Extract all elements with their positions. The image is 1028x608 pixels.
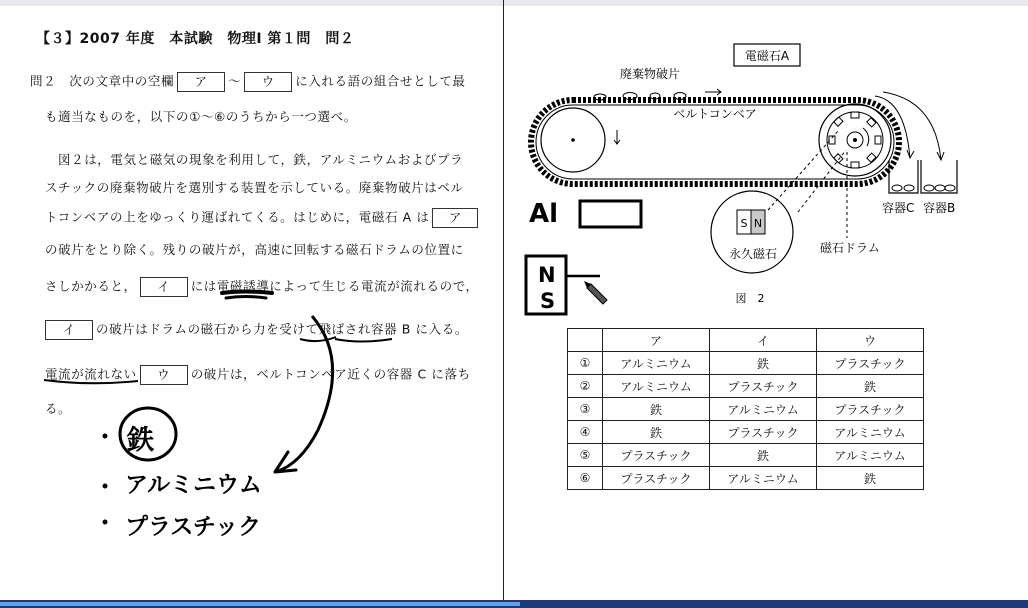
table-row [568, 375, 924, 398]
electromagnet-label: 電磁石A [744, 49, 790, 63]
drum-rotation-arrow [863, 128, 869, 146]
bullet [103, 484, 108, 489]
passage-text: の破片はドラムの磁石から力を受けて飛ばされ容器 B に入る。 [96, 321, 468, 337]
passage-text: には電磁誘導によって生じる電流が流れるので， [190, 278, 479, 294]
choice-number: ⑤ [568, 444, 603, 467]
question-page [0, 0, 503, 600]
handwritten-iron: 鉄 [127, 425, 154, 456]
figure-2-diagram [505, 0, 1028, 600]
choice-number: ⑥ [568, 467, 603, 490]
table-row [568, 444, 924, 467]
table-cell: プラスチック [603, 444, 710, 467]
choice-number: ② [568, 375, 603, 398]
table-row [568, 467, 924, 490]
handwritten-empty-box [580, 201, 641, 227]
passage-text: トコンベアの上をゆっくり運ばれてくる。はじめに，電磁石 A は [45, 209, 430, 225]
magnet-drum-label: 磁石ドラム [820, 241, 880, 255]
blank-u: ウ [140, 365, 188, 385]
bullet [103, 520, 108, 525]
belt-return-arrow [614, 130, 620, 144]
table-cell: 鉄 [603, 398, 710, 421]
magnet-s-label: S [740, 217, 748, 230]
passage-line-4: の破片をとり除く。残りの破片が，高速に回転する磁石ドラムの位置に [45, 242, 464, 257]
choice-number: ③ [568, 398, 603, 421]
answer-choice-table [567, 328, 924, 490]
page-divider [503, 0, 504, 600]
passage-line-1: 図２は，電気と磁気の現象を利用して，鉄，アルミニウムおよびプラ [58, 152, 464, 167]
table-cell: プラスチック [710, 375, 817, 398]
blank-a: ア [177, 72, 225, 92]
table-cell: 鉄 [603, 421, 710, 444]
permanent-magnet-label: 永久磁石 [728, 247, 778, 261]
table-row [568, 352, 924, 375]
question-text: に入れる語の組合せとして最 [295, 73, 466, 89]
passage-text: 電流が流れない [45, 366, 137, 382]
table-cell: アルミニウム [817, 444, 924, 467]
blank-i: イ [45, 320, 93, 340]
left-drum-axle [571, 138, 575, 142]
bullet [103, 434, 108, 439]
figure-page [505, 0, 1028, 600]
page-title: 【３】2007 年度 本試験 物理Ⅰ 第１問 問２ [36, 31, 355, 47]
handwritten-s: S [540, 289, 556, 313]
table-cell: アルミニウム [710, 467, 817, 490]
question-line-1 [30, 72, 466, 92]
passage-line-5 [45, 277, 479, 297]
column-header: ア [603, 329, 710, 352]
container-b [921, 160, 957, 193]
zoom-lines [768, 130, 846, 212]
blank-a: ア [432, 208, 478, 228]
belt-label: ベルトコンベア [673, 107, 757, 121]
table-cell: 鉄 [817, 467, 924, 490]
passage-line-3 [45, 208, 481, 228]
table-cell: アルミニウム [603, 375, 710, 398]
trajectory-b [883, 92, 941, 160]
container-contents [892, 185, 955, 191]
table-cell: アルミニウム [817, 421, 924, 444]
passage-text: の破片は，ベルトコンベア近くの容器 C に落ち [190, 366, 471, 382]
table-row [568, 421, 924, 444]
column-header: イ [710, 329, 817, 352]
passage-text: さしかかると， [45, 278, 137, 294]
table-cell: 鉄 [710, 352, 817, 375]
choice-number: ① [568, 352, 603, 375]
column-header: ウ [817, 329, 924, 352]
belt-direction-arrow [705, 89, 721, 95]
handwritten-al: Al [529, 199, 559, 229]
table-cell: プラスチック [710, 421, 817, 444]
table-cell: アルミニウム [710, 398, 817, 421]
table-cell: プラスチック [603, 467, 710, 490]
table-header-row [568, 329, 924, 352]
choice-number: ④ [568, 421, 603, 444]
table-cell: プラスチック [817, 352, 924, 375]
passage-line-8: る。 [45, 401, 72, 416]
tilde-text: 〜 [228, 73, 242, 89]
video-progress-bar[interactable] [0, 602, 520, 606]
blank-u: ウ [244, 72, 292, 92]
handwritten-plastic: プラスチック [125, 514, 262, 540]
waste-label: 廃棄物破片 [620, 67, 681, 81]
table-cell: 鉄 [817, 375, 924, 398]
passage-line-2: スチックの廃棄物破片を選別する装置を示している。廃棄物破片はベル [45, 180, 464, 195]
taskbar [0, 600, 1028, 608]
passage-line-6 [45, 320, 468, 340]
question-line-2: も適当なものを，以下の①〜⑥のうちから一つ選べ。 [45, 109, 357, 124]
passage-line-7 [45, 365, 471, 385]
blank-i: イ [140, 277, 188, 297]
container-b-label: 容器B [923, 201, 956, 215]
trajectory-c-head [907, 150, 914, 158]
figure-caption: 図 2 [735, 292, 765, 305]
handwritten-n: N [538, 263, 556, 287]
question-text: 問２ 次の文章中の空欄 [30, 73, 175, 89]
table-corner [568, 329, 603, 352]
table-cell: 鉄 [710, 444, 817, 467]
pen-cursor-icon [584, 281, 607, 304]
arrow-head [275, 452, 296, 472]
magnet-drum-axle [853, 138, 857, 142]
handwritten-aluminum: アルミニウム [125, 472, 262, 498]
table-row [568, 398, 924, 421]
magnet-n-label: N [753, 217, 763, 230]
container-c-label: 容器C [882, 201, 915, 215]
table-cell: アルミニウム [603, 352, 710, 375]
table-cell: プラスチック [817, 398, 924, 421]
